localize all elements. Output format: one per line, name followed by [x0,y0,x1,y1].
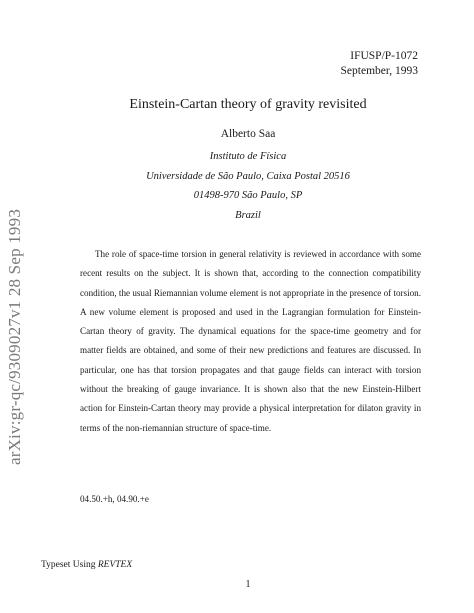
report-meta [341,49,418,79]
typeset-note [41,560,132,570]
paper-title: Einstein-Cartan theory of gravity revisited [129,97,367,112]
report-date: September, 1993 [340,65,418,77]
abstract-text: The role of space-time torsion in general relativity is reviewed in accordance with some recent results on the subject. It is shown that, according to the connection compatibility condition, the usual Riemannian volume element is not appropriate in the presence of torsion. A new volume element is proposed and used in the Lagrangian formulation for Einstein-Cartan theory of gravity. The dynamical equations for the space-time geometry and for matter fields are obtained, and some of their new predictions and features are discussed. In particular, one has that torsion propagates and that gauge fields can interact with torsion without the breaking of gauge invariance. It is shown also that the new Einstein-Hilbert action for Einstein-Cartan theory may provide a physical interpretation for dilaton gravity in terms of the non-riemannian structure of space-time. [80,249,421,433]
affiliation-city: 01498-970 São Paulo, SP [193,190,303,201]
author-affiliation [0,147,474,225]
affiliation-country: Brazil [235,209,261,221]
page-number: 1 [245,579,251,590]
typeset-prefix: Typeset Using [41,560,98,570]
report-number: IFUSP/P-1072 [350,50,418,62]
arxiv-identifier-stamp: arXiv:gr-qc/9309027v1 28 Sep 1993 [5,208,24,465]
author-name: Alberto Saa [220,128,276,140]
typeset-revtex: REVTEX [97,560,133,570]
affiliation-university: Universidade de São Paulo, Caixa Postal 20516 [146,170,350,182]
affiliation-institute: Instituto de Física [209,151,287,162]
pacs-codes: 04.50.+h, 04.90.+e [80,494,149,504]
